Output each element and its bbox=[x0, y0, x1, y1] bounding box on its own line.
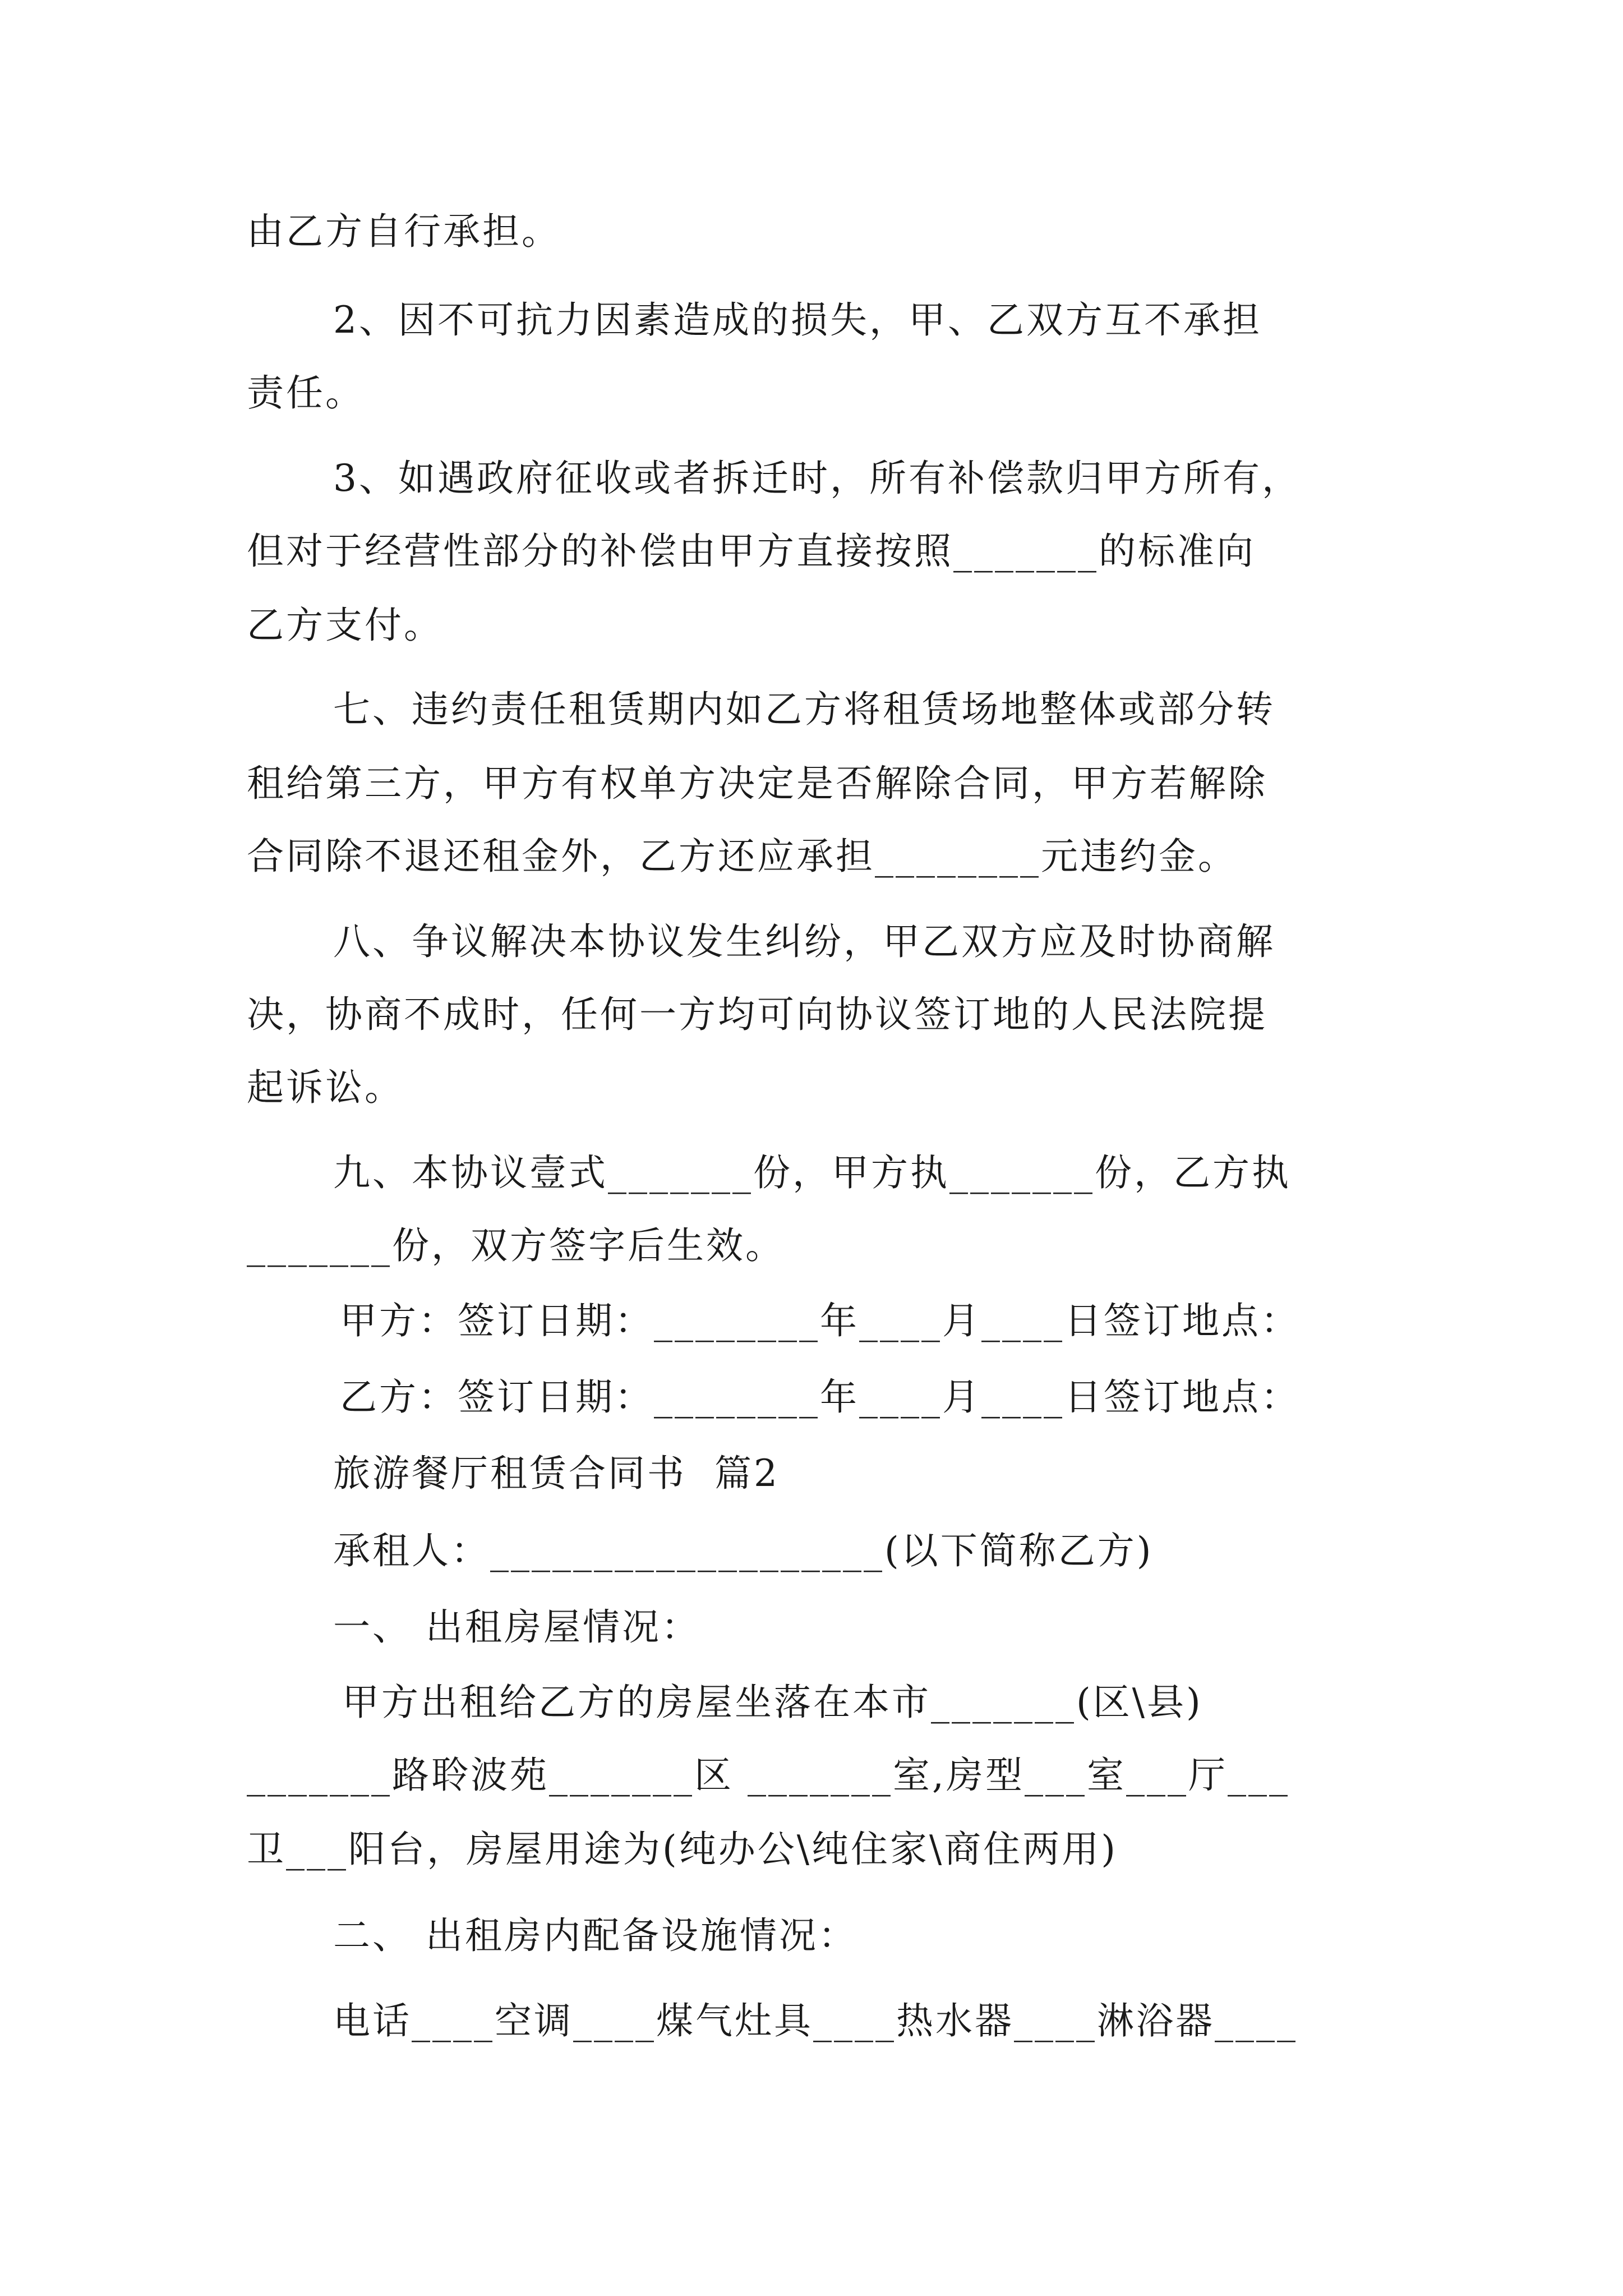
text-line: 电话____空调____煤气灶具____热水器____淋浴器____ bbox=[333, 1999, 1298, 2042]
signature-line: 乙方：签订日期：________年____月____日签订地点： bbox=[340, 1375, 1300, 1419]
text-line: _______路聆波苑_______区 _______室,房型___室___厅___ bbox=[247, 1754, 1290, 1797]
text-line: 乙方支付。 bbox=[247, 604, 443, 647]
text-line: 决，协商不成时，任何一方均可向协议签订地的人民法院提 bbox=[247, 993, 1267, 1036]
text-line: 九、本协议壹式_______份，甲方执_______份，乙方执 bbox=[333, 1151, 1291, 1194]
text-line: 七、违约责任租赁期内如乙方将租赁场地整体或部分转 bbox=[333, 688, 1275, 731]
text-line: 3、如遇政府征收或者拆迁时，所有补偿款归甲方所有， bbox=[333, 457, 1301, 500]
text-line: 卫___阳台，房屋用途为(纯办公\纯住家\商住两用) bbox=[247, 1828, 1118, 1871]
text-line: 承租人：___________________(以下简称乙方) bbox=[333, 1529, 1154, 1572]
text-line: 由乙方自行承担。 bbox=[247, 210, 561, 253]
text-line: 八、争议解决本协议发生纠纷，甲乙双方应及时协商解 bbox=[333, 920, 1275, 963]
signature-line: 甲方：签订日期：________年____月____日签订地点： bbox=[340, 1299, 1300, 1342]
text-line: _______份，双方签字后生效。 bbox=[247, 1224, 785, 1267]
section-heading: 一、 出租房屋情况： bbox=[333, 1605, 700, 1649]
text-line: 租给第三方，甲方有权单方决定是否解除合同，甲方若解除 bbox=[247, 762, 1267, 805]
text-line: 起诉讼。 bbox=[247, 1066, 404, 1109]
section-heading: 二、 出租房内配备设施情况： bbox=[333, 1914, 857, 1957]
section-title: 旅游餐厅租赁合同书 篇2 bbox=[333, 1452, 780, 1495]
text-line: 合同除不退还租金外，乙方还应承担________元违约金。 bbox=[247, 835, 1237, 878]
text-line: 但对于经营性部分的补偿由甲方直接按照_______的标准向 bbox=[247, 530, 1256, 573]
text-line: 2、因不可抗力因素造成的损失，甲、乙双方互不承担 bbox=[333, 298, 1262, 342]
text-line: 责任。 bbox=[247, 371, 365, 415]
text-line: 甲方出租给乙方的房屋坐落在本市_______(区\县) bbox=[342, 1681, 1203, 1724]
